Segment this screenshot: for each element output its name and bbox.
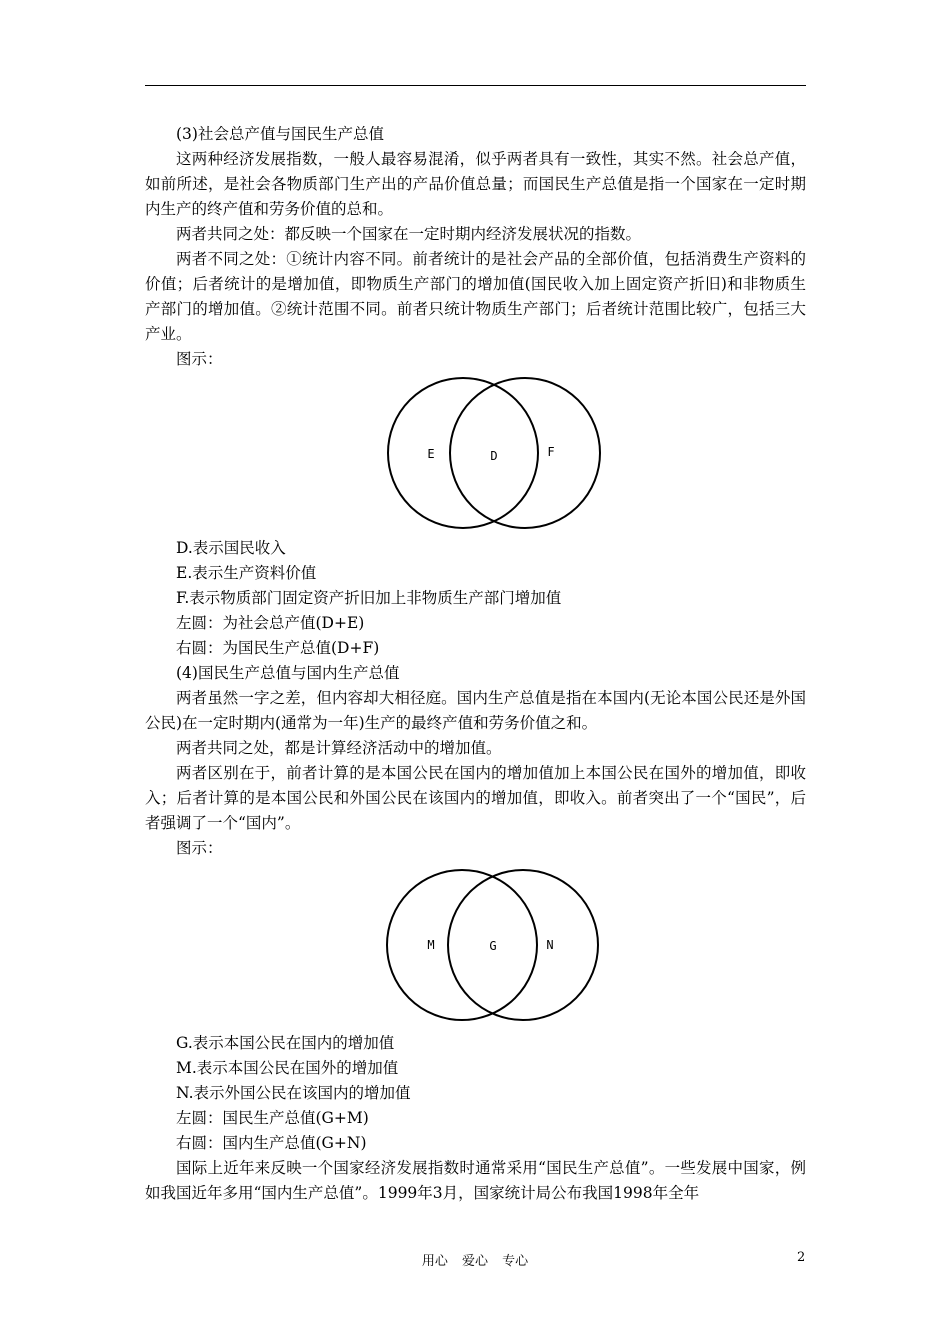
legend-item: 右圆：国内生产总值(G+N) bbox=[176, 1134, 367, 1152]
venn-right-circle bbox=[448, 870, 598, 1020]
legend-item: D.表示国民收入 bbox=[176, 539, 286, 557]
figure-label: 图示： bbox=[176, 839, 223, 857]
legend-item: 左圆：国民生产总值(G+M) bbox=[176, 1109, 369, 1127]
legend-item: 右圆：为国民生产总值(D+F) bbox=[176, 639, 380, 657]
venn-diagram-g-m-n bbox=[145, 861, 806, 1031]
paragraph: 两者虽然一字之差，但内容却大相径庭。国内生产总值是指在本国内(无论本国公民还是外国公民)在一定时期内(通常为一年)生产的最终产值和劳务价值之和。 bbox=[145, 689, 806, 732]
footer-text: 用心 爱心 专心 bbox=[421, 1254, 529, 1269]
venn-label-right: N bbox=[546, 938, 554, 952]
venn-label-left: E bbox=[427, 447, 435, 461]
venn-label-center: D bbox=[490, 449, 498, 463]
legend-item: F.表示物质部门固定资产折旧加上非物质生产部门增加值 bbox=[176, 589, 562, 607]
paragraph: 两者共同之处：都反映一个国家在一定时期内经济发展状况的指数。 bbox=[176, 225, 642, 243]
venn-label-center: G bbox=[489, 939, 497, 953]
paragraph: 两者不同之处：①统计内容不同。前者统计的是社会产品的全部价值，包括消费生产资料的价值；后者统计的是增加值，即物质生产部门的增加值(国民收入加上固定资产折旧)和非物质生产部门的增加值。②统计范围不同。前者只统计物质生产部门；后者统计范围比较广，包括三大产业。 bbox=[145, 250, 806, 343]
venn-label-left: M bbox=[427, 938, 435, 952]
paragraph: 两者区别在于，前者计算的是本国公民在国内的增加值加上本国公民在国外的增加值，即收入；后者计算的是本国公民和外国公民在该国内的增加值，即收入。前者突出了一个“国民”，后者强调了一个“国内”。 bbox=[145, 764, 806, 832]
venn-left-circle bbox=[387, 870, 537, 1020]
paragraph: 两者共同之处，都是计算经济活动中的增加值。 bbox=[176, 739, 502, 757]
venn-right-circle bbox=[450, 378, 600, 528]
venn-label-right: F bbox=[547, 445, 555, 459]
paragraph: 国际上近年来反映一个国家经济发展指数时通常采用“国民生产总值”。一些发展中国家，例如我国近年多用“国内生产总值”。1999年3月，国家统计局公布我国1998年全年 bbox=[145, 1159, 806, 1202]
page-number: 2 bbox=[797, 1250, 806, 1265]
body-text bbox=[145, 122, 806, 1206]
header-rule bbox=[145, 85, 806, 86]
venn-left-circle bbox=[388, 378, 538, 528]
paragraph: 这两种经济发展指数，一般人最容易混淆，似乎两者具有一致性，其实不然。社会总产值，如前所述，是社会各物质部门生产出的产品价值总量；而国民生产总值是指一个国家在一定时期内生产的终产值和劳务价值的总和。 bbox=[145, 150, 806, 218]
legend-item: G.表示本国公民在国内的增加值 bbox=[176, 1034, 395, 1052]
legend-item: 左圆：为社会总产值(D+E) bbox=[176, 614, 365, 632]
page-footer bbox=[0, 1250, 950, 1270]
figure-label: 图示： bbox=[176, 350, 223, 368]
legend-item: M.表示本国公民在国外的增加值 bbox=[176, 1059, 399, 1077]
legend-item: N.表示外国公民在该国内的增加值 bbox=[176, 1084, 411, 1102]
section-heading-4: (4)国民生产总值与国内生产总值 bbox=[176, 664, 400, 682]
venn-diagram-d-e-f bbox=[145, 374, 806, 536]
section-heading-3: (3)社会总产值与国民生产总值 bbox=[176, 125, 384, 143]
legend-item: E.表示生产资料价值 bbox=[176, 564, 317, 582]
